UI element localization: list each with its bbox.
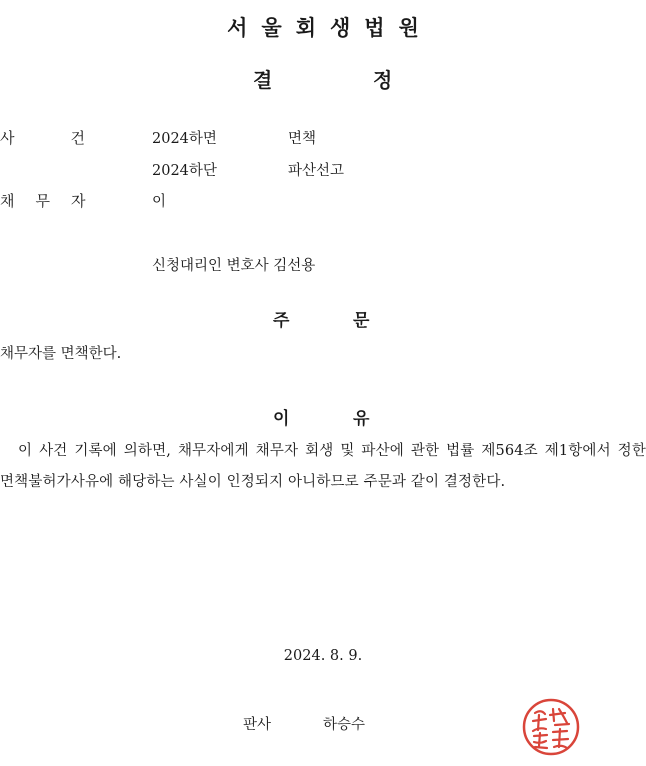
applicant-agent: 신청대리인 변호사 김선용 (152, 258, 316, 274)
judge-name: 하승수 (323, 717, 366, 733)
reason-heading-char-2: 유 (353, 409, 370, 429)
decision-date: 2024. 8. 9. (283, 648, 363, 664)
court-name: 서울회생법원 (227, 16, 433, 40)
case-label: 사 건 (0, 129, 85, 147)
order-heading-char-1: 주 (273, 311, 290, 331)
order-text: 채무자를 면책한다. (0, 346, 122, 362)
case-name-1: 면책 (288, 131, 317, 147)
case-name-2: 파산선고 (288, 163, 345, 179)
case-number-2: 2024하단 (152, 163, 217, 179)
reason-heading-char-1: 이 (273, 409, 290, 429)
doc-type-char-1: 결 (253, 68, 273, 92)
debtor-label: 채 무 자 (0, 192, 86, 210)
doc-type-char-2: 정 (373, 68, 393, 92)
judge-title: 판사 (243, 717, 272, 733)
judge-seal-icon (521, 697, 581, 757)
reason-text: 이 사건 기록에 의하면, 채무자에게 채무자 회생 및 파산에 관한 법률 제564조 제1항에서 정한 면책불허가사유에 해당하는 사실이 인정되지 아니하므로 주문과 같이 결정한다. (0, 443, 646, 490)
case-number-1: 2024하면 (152, 131, 217, 147)
debtor-name: 이 (152, 194, 167, 210)
order-heading-char-2: 문 (353, 311, 370, 331)
